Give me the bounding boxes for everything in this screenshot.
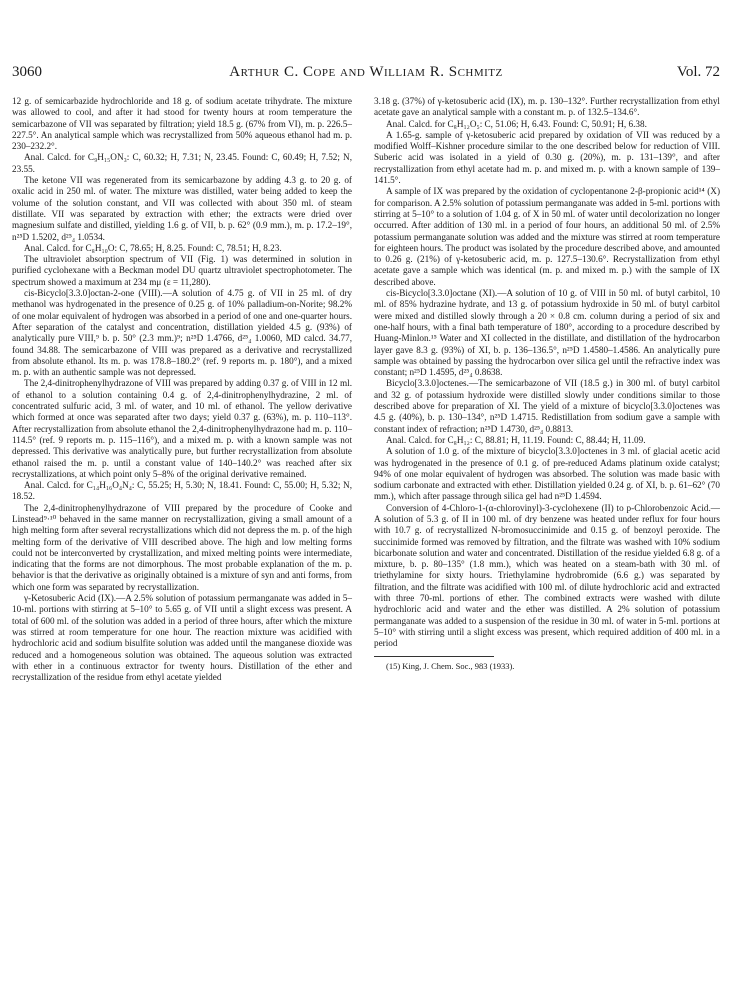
paragraph: The ultraviolet absorption spectrum of VII (Fig. 1) was determined in solution in purified cyclohexane with a Beckman model DU quartz ultraviolet spectrophotometer. The spectrum showed a maximum at 234 mμ (ε = 11,280). bbox=[12, 254, 352, 287]
footnote: (15) King, J. Chem. Soc., 983 (1933). bbox=[386, 660, 515, 671]
paragraph: cis-Bicyclo[3.3.0]octane (XI).—A solution of 10 g. of VIII in 50 ml. of butyl carbitol, 10 ml. of 85% hydrazine hydrate, and 13 g. of potassium hydroxide in 50 ml. of butyl carbitol were mixed and distilled slowly through a 20 × 0.8 cm. column during a period of six and one-half hours, with a final bath temperature of 180°, according to a procedure described by Huang-Minlon.¹⁵ Water and XI collected in the distillate, and distillation of the hydrocarbon layer gave 8.3 g. (93%) of XI, b. p. 136–136.5°, n²⁵D 1.4580–1.4586. An analytically pure sample was obtained by passing the hydrocarbon over silica gel until the refractive index was constant; n²⁵D 1.4595, d²⁵₄ 0.8638. bbox=[374, 288, 720, 378]
volume-label: Vol. 72 bbox=[676, 64, 720, 80]
footnote-rule bbox=[374, 656, 494, 657]
paragraph: Anal. Calcd. for C₈H₁₂: C, 88.81; H, 11.19. Found: C, 88.44; H, 11.09. bbox=[386, 434, 646, 445]
running-title: Arthur C. Cope and William R. Schmitz bbox=[229, 64, 503, 80]
paragraph: Conversion of 4-Chloro-1-(α-chlorovinyl)-3-cyclohexene (II) to p-Chlorobenzoic Acid.—A solution of 5.3 g. of II in 100 ml. of dry benzene was heated under reflux for four hours with 10.7 g. of recrystallized N-bromosuccinimide and 0.15 g. of benzoyl peroxide. The succinimide formed was removed by filtration, and the filtrate was washed with 10% sodium bicarbonate solution and water and concentrated. Distillation of the residue yielded 6.8 g. of a mixture, b. p. 80–135° (1.8 mm.), which was heated on a steam-bath with 30 ml. of triethylamine for sixty hours. Triethylamine hydrobromide (6.6 g.) was separated by filtration, and the filtrate was acidified with 100 ml. of dilute hydrochloric acid and extracted with three 70-ml. portions of ether. The combined extracts were washed with dilute hydrochloric acid and water and the ether was distilled. A 2% solution of potassium permanganate was added to a suspension of the residue in 30 ml. of water in 5-ml. portions at 5–10° with stirring until a slight excess was present, which required addition of 400 ml. in a period bbox=[374, 502, 720, 649]
paragraph: γ-Ketosuberic Acid (IX).—A 2.5% solution of potassium permanganate was added in 5–10-ml. portions with stirring at 5–10° to 5.65 g. of VII until a slight excess was present. A total of 600 ml. of the solution was added in a period of three hours, after which the mixture was stirred at room temperature for one hour. The reaction mixture was acidified with hydrochloric acid and sodium bisulfite solution was added until the manganese dioxide was reduced and a homogeneous solution was obtained. The aqueous solution was extracted with ether in a continuous extractor for twenty hours. Distillation of the ether and recrystallization of the residue from ethyl acetate yielded bbox=[12, 593, 352, 683]
paragraph: The 2,4-dinitrophenylhydrazone of VIII was prepared by adding 0.37 g. of VIII in 12 ml. of ethanol to a solution containing 0.4 g. of 2,4-dinitrophenylhydrazine, 2 ml. of concentrated sulfuric acid, 3 ml. of water, and 10 ml. of ethanol. The yellow derivative which formed at once was separated after two days; yield 0.37 g. (63%), m. p. 110–113°. After recrystallization from absolute ethanol the 2,4-dinitrophenylhydrazone had m. p. 110–114.5° (ref. 9 reports m. p. 115–116°), and a mixed m. p. with a known sample was not depressed. This derivative was analytically pure, but further recrystallization from absolute ethanol raised the m. p. until a constant value of 140–140.2° was reached after six recrystallizations, at which point only 5–8% of the original derivative remained. bbox=[12, 378, 352, 479]
paragraph: 12 g. of semicarbazide hydrochloride and 18 g. of sodium acetate trihydrate. The mixture was allowed to cool, and after it had stood for twenty hours at room temperature the semicarbazone of VII was separated by filtration; yield 18.5 g. (67% from VI), m. p. 226.5–227.5°. An analytical sample which was recrystallized from 50% aqueous ethanol had m. p. 230–232.2°. bbox=[12, 96, 352, 152]
paragraph: Anal. Calcd. for C₈H₁₂O₅: C, 51.06; H, 6.43. Found: C, 50.91; H, 6.38. bbox=[386, 118, 647, 129]
running-header bbox=[12, 64, 720, 86]
paragraph: Anal. Calcd. for C₁₄H₁₆O₄N₄: C, 55.25; H, 5.30; N, 18.41. Found: C, 55.00; H, 5.32; N, 18.52. bbox=[12, 480, 352, 502]
page-number: 3060 bbox=[12, 64, 42, 80]
paragraph: A sample of IX was prepared by the oxidation of cyclopentanone 2-β-propionic acid¹⁴ (X) for comparison. A 2.5% solution of potassium permanganate was added in 5-ml. portions with stirring at 5–10° to a solution of 1.04 g. of X in 50 ml. of water until decolorization no longer occurred. After addition of 130 ml. in a period of four hours, an additional 50 ml. of 2.5% potassium permanganate solution was added and the mixture was stirred at room temperature for eighteen hours. The product was isolated by the procedure described above, and amounted to 0.26 g. (21%) of γ-ketosuberic acid, m. p. 127.5–130.6°. Recrystallization from ethyl acetate gave a sample which was identical (m. p. and mixed m. p.) with the sample of IX described above. bbox=[374, 186, 721, 287]
paragraph: Anal. Calcd. for C₉H₁₅ON₃: C, 60.32; H, 7.31; N, 23.45. Found: C, 60.49; H, 7.52; N, 23.55. bbox=[12, 152, 352, 174]
right-column bbox=[374, 96, 720, 672]
paragraph: A solution of 1.0 g. of the mixture of bicyclo[3.3.0]octenes in 3 ml. of glacial acetic acid was hydrogenated in the presence of 0.1 g. of pre-reduced Adams platinum oxide catalyst; 94% of one molar equivalent of hydrogen was absorbed. The solution was made basic with sodium carbonate and extracted with ether. Distillation yielded 0.24 g. of XI, b. p. 61–62° (70 mm.), which after passage through silica gel had n²⁵D 1.4594. bbox=[374, 446, 720, 502]
paragraph: cis-Bicyclo[3.3.0]octan-2-one (VIII).—A solution of 4.75 g. of VII in 25 ml. of dry methanol was hydrogenated in the presence of 0.25 g. of 10% palladium-on-Norite; 98.2% of one molar equivalent of hydrogen was absorbed in a period of one and one-quarter hours. After separation of the catalyst and concentration, distillation yielded 4.5 g. (93%) of analytically pure VIII,⁹ b. p. 50° (2.3 mm.)⁹; n²⁵D 1.4766, d²⁵₄ 1.0060, MD calcd. 34.77, found 34.88. The semicarbazone of VIII was prepared as a derivative and recrystallized from absolute ethanol. Its m. p. was 178.8–180.2° (ref. 9 reports m. p. 180°), and a mixed m. p. with an authentic sample was not depressed. bbox=[12, 288, 352, 378]
paragraph: Bicyclo[3.3.0]octenes.—The semicarbazone of VII (18.5 g.) in 300 ml. of butyl carbitol and 32 g. of potassium hydroxide were distilled slowly under conditions similar to those described above for preparation of XI. The yield of a mixture of bicyclo[3.3.0]octenes was 4.5 g. (40%), b. p. 130–134°, n²⁵D 1.4715. Redistillation from sodium gave a sample with constant index of refraction; n²⁵D 1.4730, d²⁵₄ 0.8813. bbox=[374, 378, 720, 434]
paragraph: A 1.65-g. sample of γ-ketosuberic acid prepared by oxidation of VII was reduced by a modified Wolff–Kishner procedure similar to the one described below for reduction of VIII. Suberic acid was isolated in a yield of 0.30 g. (20%), m. p. 131–139°, and after recrystallization from ethyl acetate had m. p. and mixed m. p. with a known sample of 139–141.5°. bbox=[374, 129, 720, 186]
paragraph: 3.18 g. (37%) of γ-ketosuberic acid (IX), m. p. 130–132°. Further recrystallization from ethyl acetate gave an analytical sample with a constant m. p. of 132.5–134.6°. bbox=[374, 96, 720, 118]
left-column bbox=[12, 96, 352, 683]
paragraph: The 2,4-dinitrophenylhydrazone of VIII prepared by the procedure of Cooke and Linstead⁹·¹⁰ behaved in the same manner on recrystallization, giving a small amount of a high melting form after several recrystallizations which did not depress the m. p. of the high melting form of the derivative of VIII described above. The high and low melting forms could not be interconverted by crystallization, and mixed melting points were intermediate, indicating that the forms are not dimorphous. The most probable explanation of the m. p. behavior is that the derivative as originally obtained is a mixture of syn and anti forms, from which one form was separated by recrystallization. bbox=[12, 502, 352, 592]
paragraph: The ketone VII was regenerated from its semicarbazone by adding 4.3 g. to 20 g. of oxalic acid in 250 ml. of water. The mixture was distilled, water being added to keep the volume of the solution constant, and VII was collected with about 350 ml. of steam distillate. VII was separated by extraction with ether; the extracts were dried over magnesium sulfate and distilled, yielding 1.6 g. of VII, b. p. 62° (0.9 mm.), m. p. 17.2–19°, n²⁵D 1.5202, d²⁵₄ 1.0534. bbox=[12, 175, 352, 242]
paragraph: Anal. Calcd. for C₈H₁₀O: C, 78.65; H, 8.25. Found: C, 78.51; H, 8.23. bbox=[24, 242, 282, 253]
